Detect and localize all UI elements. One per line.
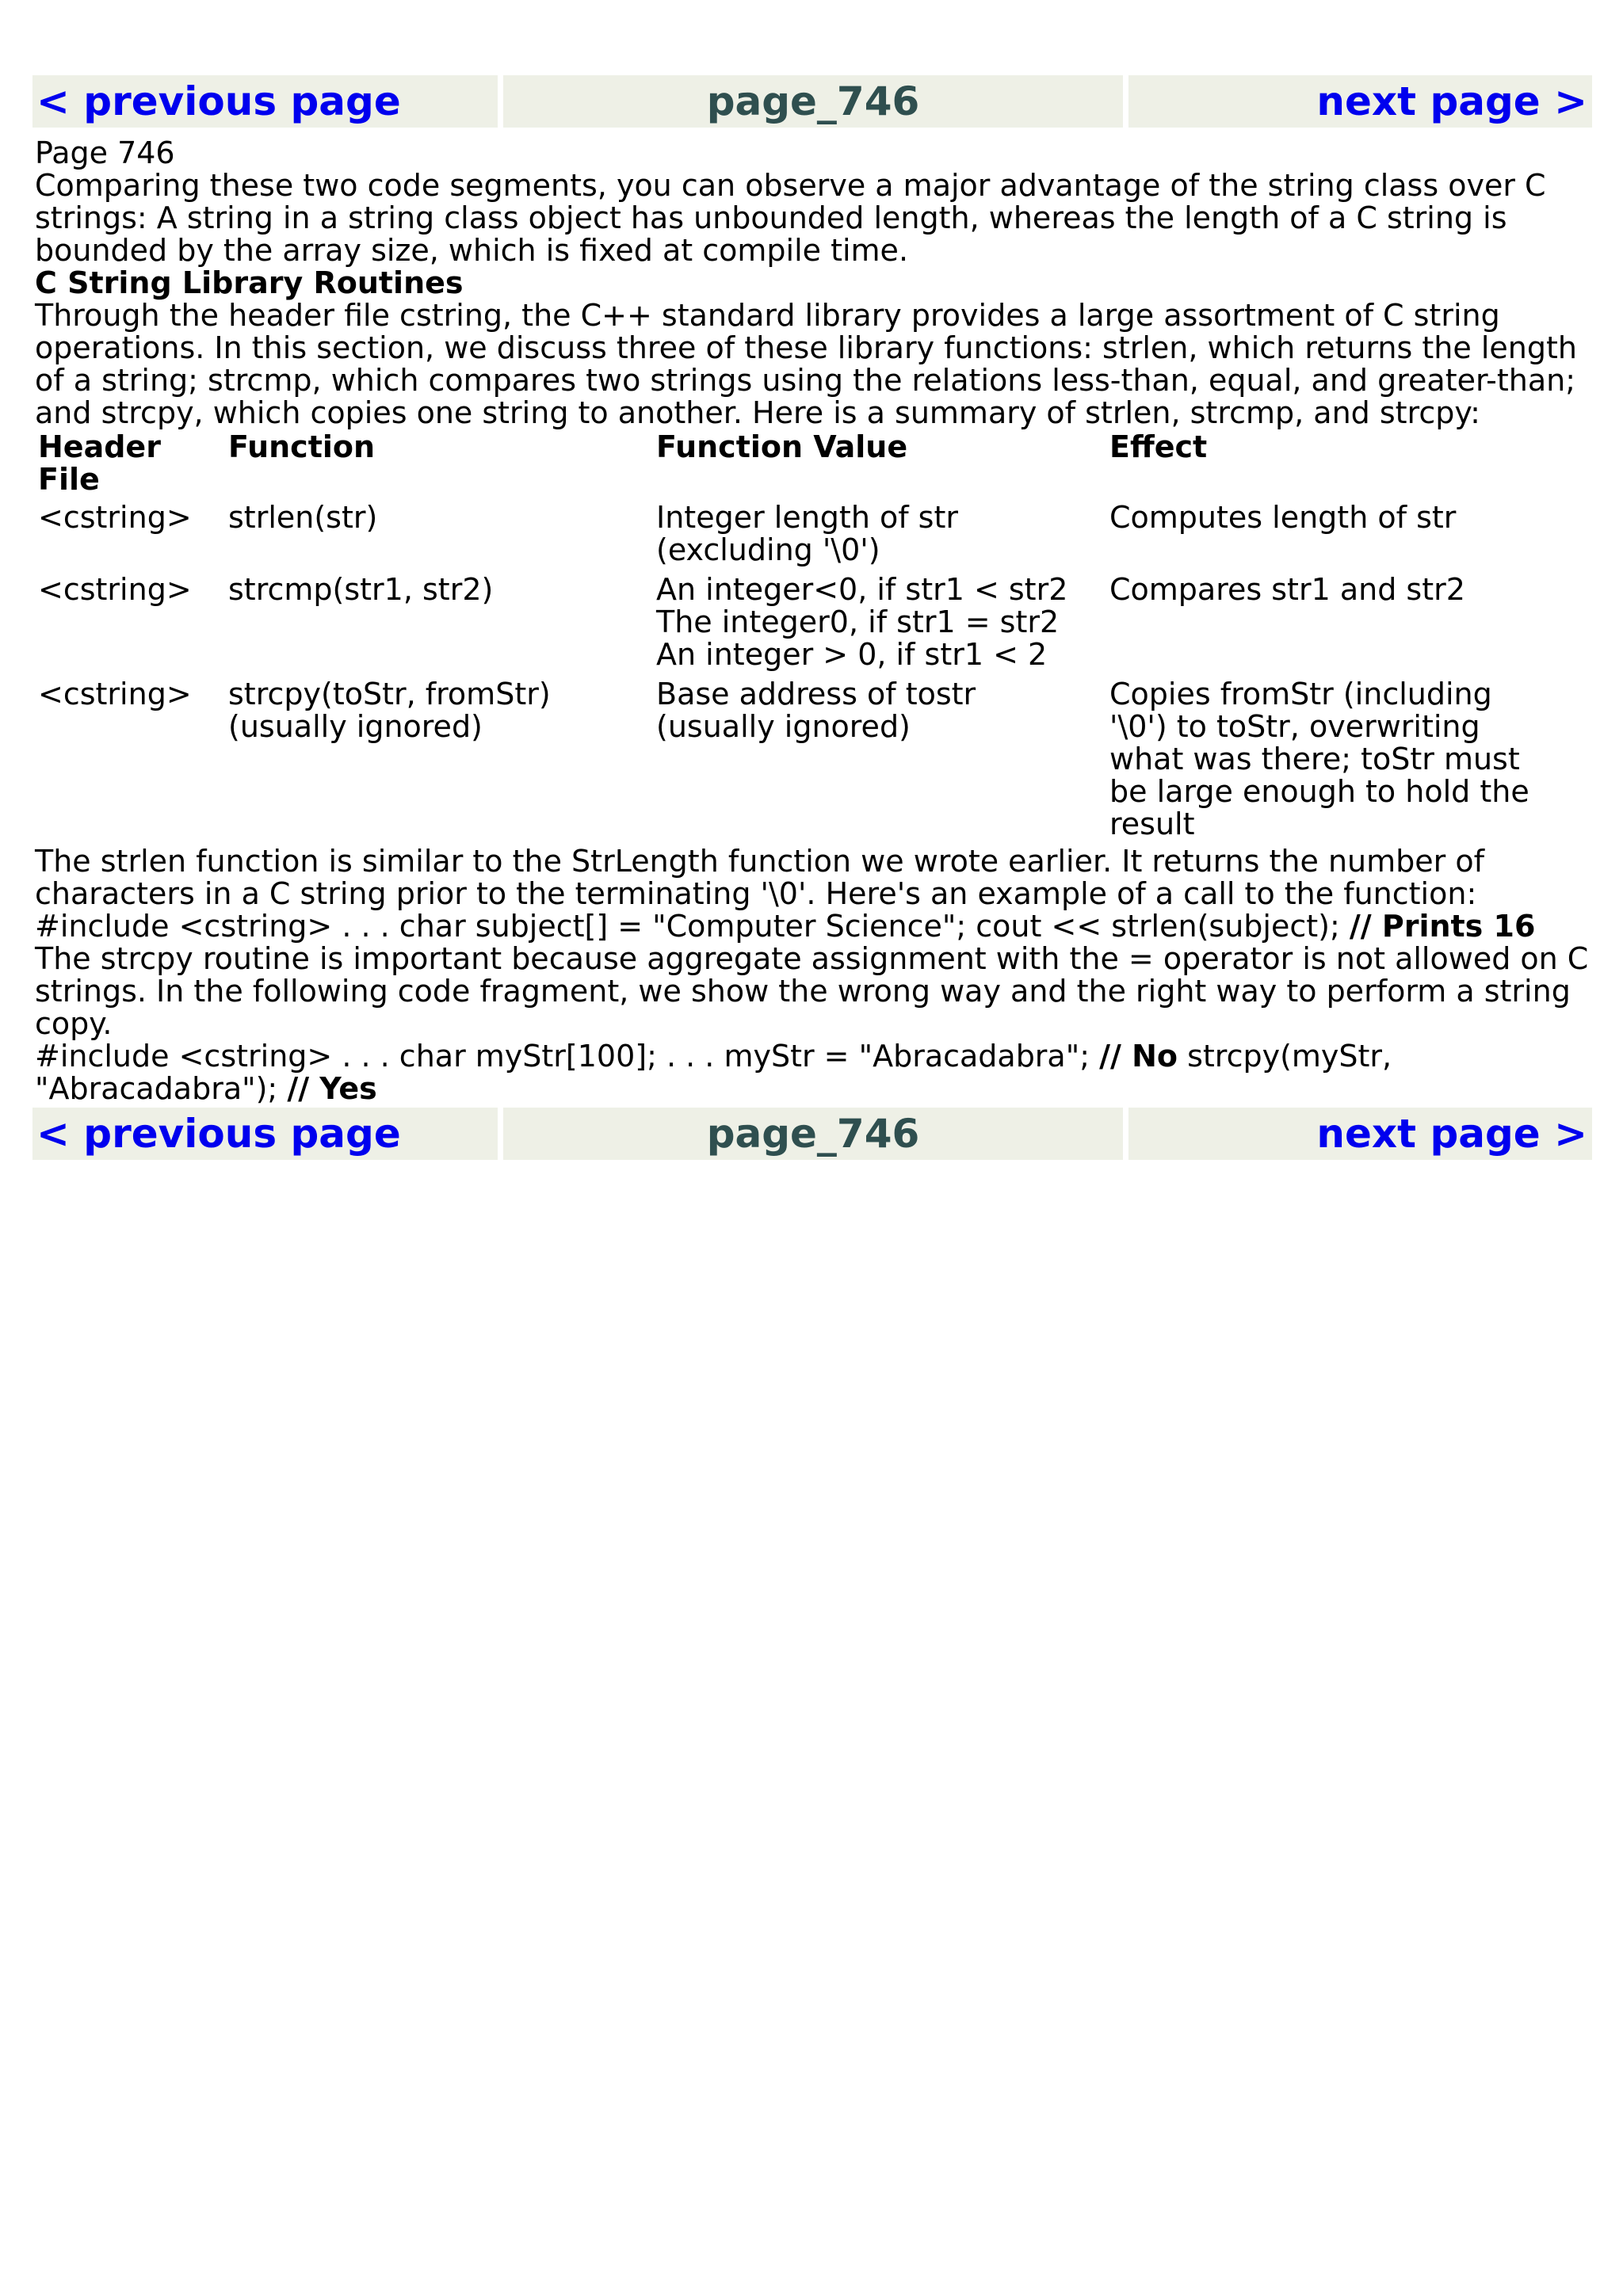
cell-function-value: An integer<0, if str1 < str2 The integer0, if str1 = str2 An integer > 0, if str1 < 2: [656, 572, 1068, 672]
code-text: #include <cstring> . . . char myStr[100]; . . . myStr = "Abracadabra";: [35, 1039, 1100, 1074]
page-wrapper: [32, 75, 1592, 1160]
previous-page-link[interactable]: < previous page: [36, 1111, 401, 1157]
table-header-row: [35, 429, 1556, 499]
cell-header-file: <cstring>: [38, 500, 192, 535]
code-text: strcpy(myStr, "Abracadabra");: [35, 1039, 1392, 1106]
cell-header-file: <cstring>: [38, 677, 192, 711]
paragraph-library: Through the header file cstring, the C++ standard library provides a large assortment of C string operations. In this section, we discuss three of these library functions: strlen, which returns the length of a string; strcmp, which compares two strings using the relations less-than, equal, and greater-than; and strcpy, which copies one string to another. Here is a summary of strlen, strcmp, and strcpy:: [35, 298, 1577, 430]
code-example-strcpy: [35, 1040, 1592, 1105]
code-text: #include <cstring> . . . char subject[] = "Computer Science"; cout << strlen(subject);: [35, 909, 1350, 944]
code-example-strlen: [35, 910, 1592, 943]
column-header-function-value: Function Value: [656, 429, 908, 464]
cell-function-value: Integer length of str (excluding '\0'): [656, 500, 959, 567]
top-next-cell: [1128, 75, 1592, 128]
paragraph-strcpy: The strcpy routine is important because aggregate assignment with the = operator is not allowed on C strings. In the following code fragment, we show the wrong way and the right way to perform a string copy.: [35, 941, 1589, 1041]
bottom-next-cell: [1128, 1108, 1592, 1160]
cell-function: strlen(str): [228, 500, 378, 535]
page-label: Page 746: [35, 135, 175, 170]
next-page-link[interactable]: next page >: [1316, 1111, 1587, 1157]
cell-function-value: Base address of tostr (usually ignored): [656, 677, 976, 744]
function-summary-table: [35, 429, 1556, 845]
column-header-function: Function: [228, 429, 376, 464]
paragraph-strlen: The strlen function is similar to the StrLength function we wrote earlier. It returns the number of characters in a C string prior to the terminating '\0'. Here's an example of a call to the function:: [35, 844, 1484, 911]
next-page-link[interactable]: next page >: [1316, 78, 1587, 124]
table-row: [35, 676, 1556, 845]
column-header-header-file: Header File: [38, 429, 161, 497]
table-row: [35, 499, 1556, 571]
paragraph-intro: Comparing these two code segments, you can observe a major advantage of the string class over C strings: A string in a string class object has unbounded length, whereas the length of a C string is bounded by the array size, which is fixed at compile time.: [35, 168, 1546, 268]
page-content: [32, 137, 1592, 1105]
bottom-prev-cell: [32, 1108, 498, 1160]
previous-page-link[interactable]: < previous page: [36, 78, 401, 124]
cell-function: strcpy(toStr, fromStr) (usually ignored): [228, 677, 551, 744]
cell-header-file: <cstring>: [38, 572, 192, 607]
top-prev-cell: [32, 75, 498, 128]
cell-function: strcmp(str1, str2): [228, 572, 494, 607]
cell-effect: Computes length of str: [1109, 500, 1457, 535]
column-header-effect: Effect: [1109, 429, 1208, 464]
code-comment-no: // No: [1099, 1039, 1178, 1074]
bottom-page-indicator: page_746: [503, 1108, 1123, 1160]
section-heading: C String Library Routines: [35, 265, 464, 300]
code-comment-yes: // Yes: [287, 1071, 377, 1106]
code-comment: // Prints 16: [1349, 909, 1536, 944]
cell-effect: Compares str1 and str2: [1109, 572, 1465, 607]
cell-effect: Copies fromStr (including '\0') to toStr, overwriting what was there; toStr must be large enough to hold the result: [1109, 677, 1529, 841]
table-row: [35, 571, 1556, 676]
top-page-indicator: page_746: [503, 75, 1123, 128]
bottom-navigation-bar: [32, 1108, 1592, 1160]
top-navigation-bar: [32, 75, 1592, 128]
